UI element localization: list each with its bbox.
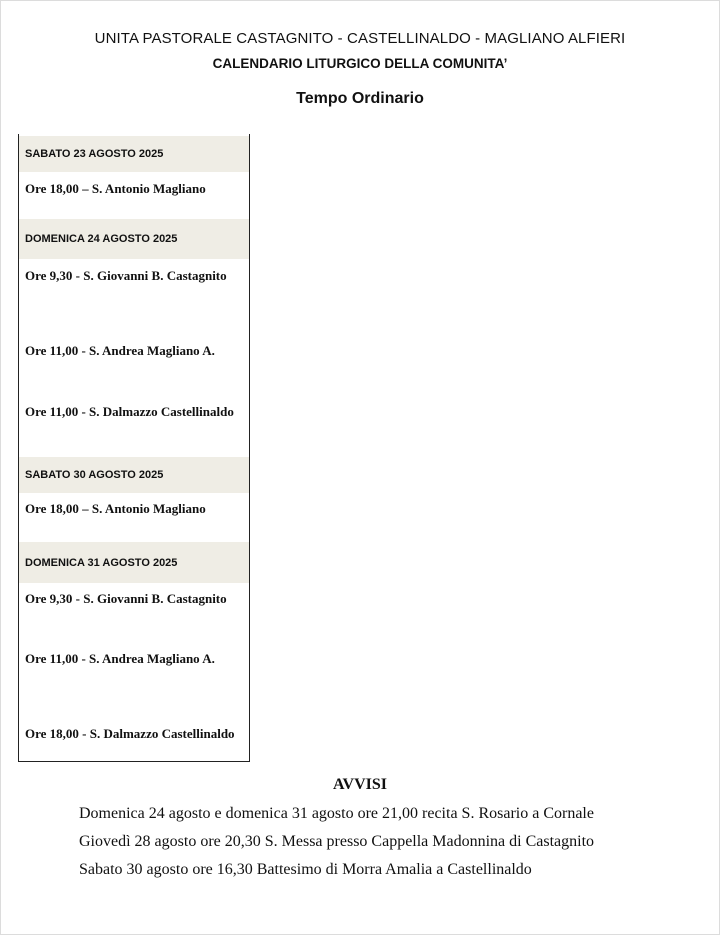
mass-entry: Ore 11,00 - S. Andrea Magliano A. <box>25 343 215 358</box>
liturgical-season: Tempo Ordinario <box>296 90 424 107</box>
day-header-sabato-30: SABATO 30 AGOSTO 2025 <box>19 457 249 493</box>
mass-entry: Ore 18,00 – S. Antonio Magliano <box>25 501 206 516</box>
day-header-domenica-31: DOMENICA 31 AGOSTO 2025 <box>19 542 249 583</box>
calendar-title: CALENDARIO LITURGICO DELLA COMUNITA’ <box>212 56 508 71</box>
mass-entry: Ore 9,30 - S. Giovanni B. Castagnito <box>25 268 227 283</box>
calendar-table <box>18 134 250 762</box>
mass-entry: Ore 9,30 - S. Giovanni B. Castagnito <box>25 591 227 606</box>
day-header-sabato-23: SABATO 23 AGOSTO 2025 <box>19 136 249 172</box>
mass-entry: Ore 11,00 - S. Andrea Magliano A. <box>25 651 215 666</box>
notice-item: Giovedì 28 agosto ore 20,30 S. Messa presso Cappella Madonnina di Castagnito <box>79 833 595 850</box>
mass-entry: Ore 11,00 - S. Dalmazzo Castellinaldo <box>25 404 234 419</box>
notices-title: AVVISI <box>333 776 387 793</box>
day-header-domenica-24: DOMENICA 24 AGOSTO 2025 <box>19 219 249 259</box>
notice-item: Domenica 24 agosto e domenica 31 agosto ore 21,00 recita S. Rosario a Cornale <box>79 805 594 822</box>
notice-item: Sabato 30 agosto ore 16,30 Battesimo di Morra Amalia a Castellinaldo <box>79 861 532 878</box>
mass-entry: Ore 18,00 - S. Dalmazzo Castellinaldo <box>25 726 235 741</box>
mass-entry: Ore 18,00 – S. Antonio Magliano <box>25 181 206 196</box>
parish-unit-title: UNITA PASTORALE CASTAGNITO - CASTELLINALDO - MAGLIANO ALFIERI <box>94 30 626 47</box>
